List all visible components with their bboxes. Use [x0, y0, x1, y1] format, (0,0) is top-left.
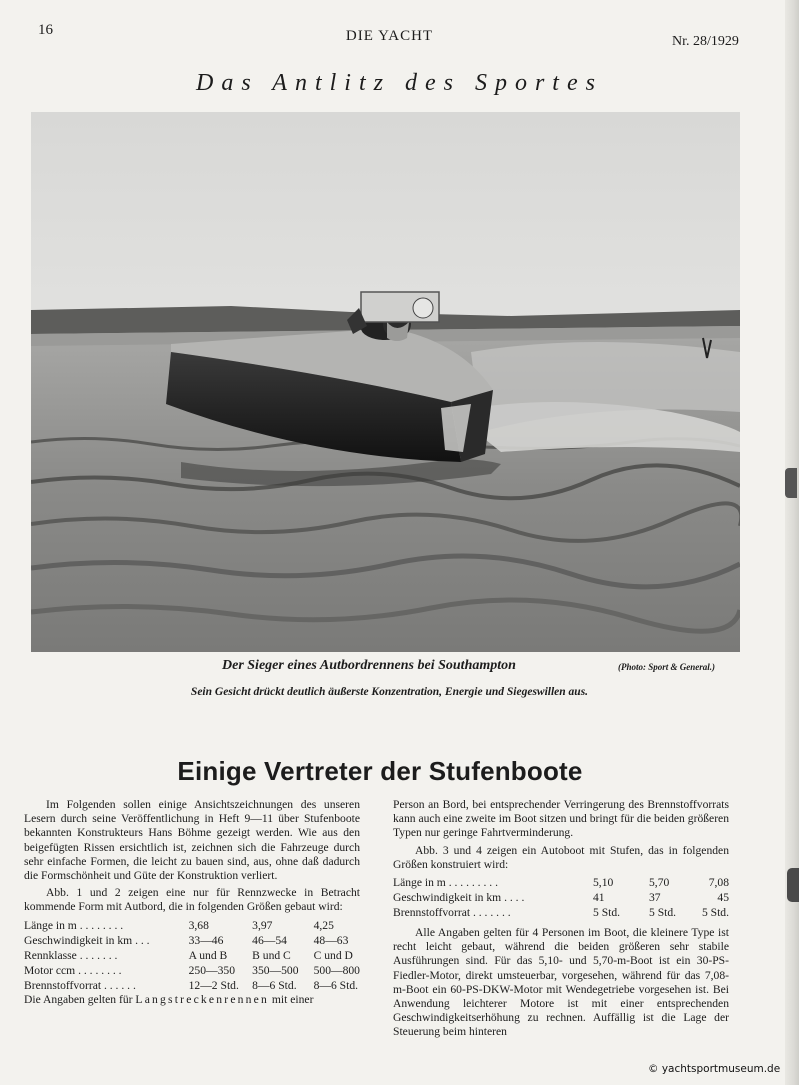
table-cell: 500—800 — [313, 963, 360, 977]
photo-caption: Der Sieger eines Autbordrennens bei Southampton — [222, 658, 516, 673]
article-column-right — [393, 798, 729, 1043]
table-row — [24, 918, 360, 933]
size-table-autoboat — [393, 875, 729, 920]
table-row — [393, 875, 729, 890]
photo-subcaption: Sein Gesicht drückt deutlich äußerste Konzentration, Energie und Siegeswillen aus. — [190, 686, 589, 698]
race-photo — [31, 112, 740, 652]
article-paragraph: Abb. 3 und 4 zeigen ein Autoboot mit Stufen, das in folgenden Größen konstruiert wird: — [393, 843, 729, 871]
table-row — [24, 948, 360, 963]
table-cell: Länge in m . . . . . . . . — [24, 918, 124, 932]
photo-credit: (Photo: Sport & General.) — [618, 662, 716, 672]
article-paragraph: Person an Bord, bei entsprechender Verringerung des Brennstoffvorrats kann auch eine zweite im Boot sitzen und bringt für die beiden größeren Typen nur geringe Fahrtverminderung. — [393, 798, 729, 840]
size-table-outboard — [24, 918, 360, 993]
magazine-title: DIE YACHT — [345, 28, 434, 44]
table-cell: 48—63 — [313, 933, 349, 947]
table-cell: 4,25 — [313, 918, 334, 932]
binding-tab — [785, 468, 797, 498]
table-cell: 5,70 — [649, 876, 670, 890]
table-cell: 5 Std. — [593, 906, 621, 920]
table-cell: Geschwindigkeit in km . . . . — [393, 891, 525, 905]
issue-number: Nr. 28/1929 — [672, 34, 739, 49]
table-row — [24, 978, 360, 993]
table-cell: B und C — [252, 948, 291, 962]
table-cell: 250—350 — [188, 963, 235, 977]
article-title: Einige Vertreter der Stufenboote — [177, 756, 583, 786]
table-cell: 3,97 — [252, 918, 273, 932]
table-cell: 41 — [593, 891, 605, 905]
table-cell: 12—2 Std. — [188, 978, 239, 992]
table-cell: Motor ccm . . . . . . . . — [24, 963, 122, 977]
table-cell: A und B — [188, 948, 228, 962]
article-paragraph: Abb. 1 und 2 zeigen eine nur für Rennzwecke in Betracht kommende Form mit Autbord, die in folgenden Größen gebaut wird: — [24, 886, 360, 914]
table-cell: Brennstoffvorrat . . . . . . — [24, 978, 136, 992]
table-cell: 5,10 — [593, 876, 614, 890]
table-cell: 45 — [717, 891, 729, 905]
table-cell: Brennstoffvorrat . . . . . . . — [393, 906, 511, 920]
table-cell: Rennklasse . . . . . . . — [24, 948, 118, 962]
article-column-left — [24, 798, 360, 1010]
table-row — [24, 933, 360, 948]
text-span: mit einer — [271, 992, 314, 1006]
article-paragraph — [24, 993, 360, 1007]
page-edge — [785, 0, 799, 1085]
table-row — [393, 905, 729, 920]
table-cell: 5 Std. — [649, 906, 677, 920]
table-cell: 7,08 — [708, 876, 729, 890]
table-cell: 8—6 Std. — [313, 978, 359, 992]
table-cell: 350—500 — [252, 963, 299, 977]
table-cell: 8—6 Std. — [252, 978, 297, 992]
table-cell: 33—46 — [188, 933, 224, 947]
text-span: Die Angaben gelten für — [24, 992, 133, 1006]
article-paragraph: Alle Angaben gelten für 4 Personen im Boot, die kleinere Type ist recht leicht gebaut, während die beiden größeren sehr stabile Ausführungen sind. Für das 5,10- und 5,70-m-Boot ist ein 30-PS-Fiedler-Motor, direkt umsteuerbar, vorgesehen, während für das 7,08-m-Boot ein 60-PS-DKW-Motor mit Wendegetriebe vorgesehen ist. Bei Anwendung leichterer Motore ist mit einer entsprechenden Geschwindigkeitserhöhung zu rechnen. Auffällig ist die Lage der Steuerung beim hinteren — [393, 926, 729, 1039]
table-row — [24, 963, 360, 978]
table-cell: Geschwindigkeit in km . . . — [24, 933, 150, 947]
table-cell: 46—54 — [252, 933, 287, 947]
table-cell: Länge in m . . . . . . . . . — [393, 876, 498, 890]
section-kicker: Das Antlitz des Sportes — [196, 70, 603, 96]
table-cell: 3,68 — [188, 918, 209, 932]
table-cell: 37 — [649, 891, 661, 905]
binding-tab — [787, 868, 799, 902]
table-cell: 5 Std. — [701, 906, 729, 920]
article-paragraph: Im Folgenden sollen einige Ansichtszeichnungen des unseren Lesern durch seine Veröffentlichung in Heft 9—11 über Stufenboote bekannten Konstrukteurs Hans Böhme gezeigt werden. Wie aus den beigefügten Rissen ersichtlich ist, zeichnen sich die Fahrzeuge durch sehr einfache Formen, die leicht zu bauen sind, aus, ohne daß dadurch die Formschönheit und Güte der Konstruktion verliert. — [24, 798, 360, 883]
watermark: © yachtsportmuseum.de — [648, 1063, 781, 1075]
table-row — [393, 890, 729, 905]
emphasized-text: Langstreckenrennen — [135, 992, 269, 1006]
page-number: 16 — [38, 22, 53, 38]
table-cell: C und D — [313, 948, 353, 962]
